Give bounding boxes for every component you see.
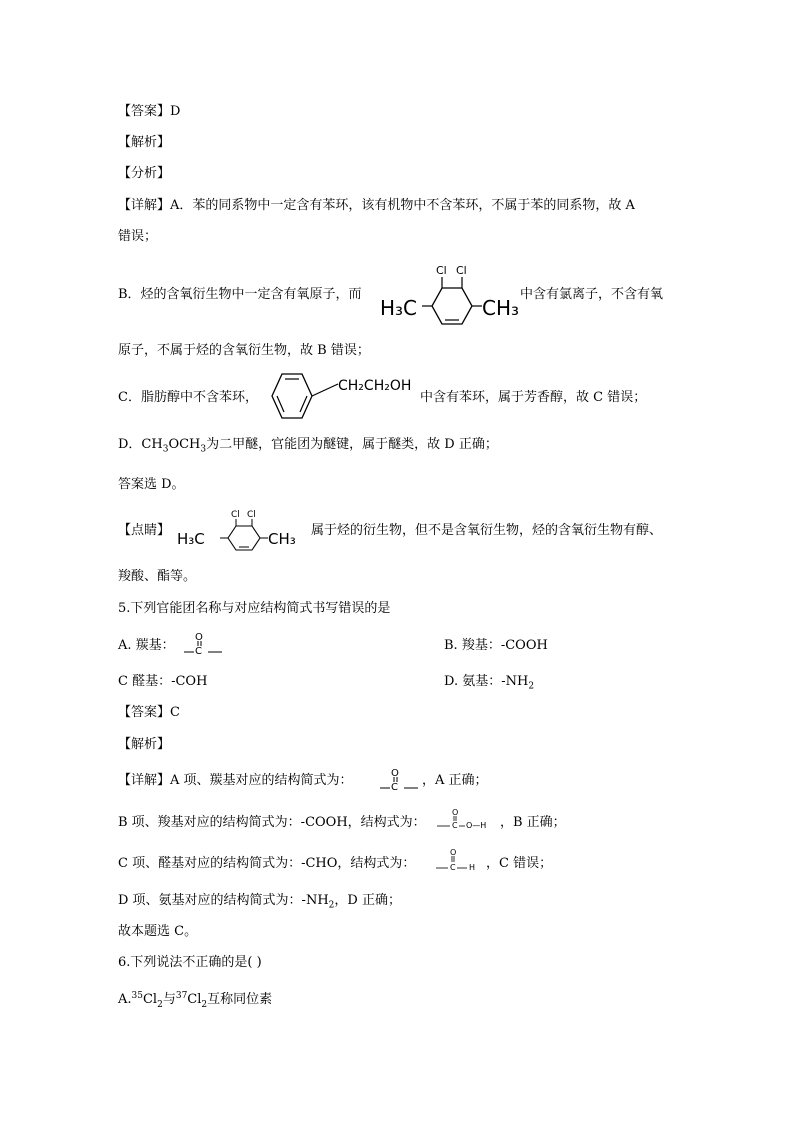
q5-detail-a-pre: 【详解】A 项、羰基对应的结构简式为： — [118, 773, 353, 788]
q6-a-cl2: Cl — [187, 992, 202, 1008]
detail-b-post: 中含有氯离子，不含有氧 — [520, 287, 664, 302]
dianjing-line-2: 羧酸、酯等。 — [118, 569, 197, 584]
cl-label-1: Cl — [436, 264, 447, 277]
detail-b-pre: B．烃的含氧衍生物中一定含有氧原子，而 — [118, 287, 362, 302]
q5-detail-d-sub: 2 — [328, 900, 335, 911]
q5-final: 故本题选 C。 — [118, 924, 198, 939]
q6-a-mid: 与 — [162, 992, 176, 1008]
q6-a-pre: A. — [118, 992, 132, 1008]
carboxyl-o: O — [452, 808, 459, 817]
dichloro-xylene-structure-small — [176, 508, 312, 552]
detail-a-line-2: 错误； — [118, 229, 158, 244]
dianjing-pre: 【点睛】 — [118, 523, 171, 538]
final-answer-q4: 答案选 D。 — [118, 477, 185, 492]
h3c-label: H₃C — [380, 296, 418, 320]
detail-d-sub2: 3 — [200, 444, 207, 455]
phenylethanol-structure — [268, 368, 420, 426]
ch3-label: CH₃ — [482, 296, 520, 320]
q5-detail-c-post: ，C 错误； — [486, 856, 553, 871]
q5-stem: 5.下列官能团名称与对应结构简式书写错误的是 — [118, 601, 391, 616]
q5-detail-d-pre: D 项、氨基对应的结构简式为：-NH — [118, 893, 329, 908]
q5-detail-d — [118, 892, 401, 915]
carbonyl-structure-2 — [378, 766, 422, 792]
analysis-label: 【解析】 — [118, 135, 171, 150]
aldehyde-c: C — [450, 863, 456, 872]
detail-b-line-2: 原子，不属于烃的含氧衍生物，故 B 错误； — [118, 343, 370, 358]
carbonyl-o: O — [195, 632, 203, 643]
ch3-small: CH₃ — [268, 530, 296, 548]
detail-c-post: 中含有苯环，属于芳香醇，故 C 错误； — [420, 390, 647, 405]
dichloro-xylene-structure — [378, 262, 520, 334]
q5-option-c: C 醛基：-COH — [118, 674, 208, 689]
aldehyde-h: H — [469, 863, 476, 872]
q5-detail-d-post: ，D 正确； — [334, 893, 401, 908]
q5-option-d-sub: 2 — [528, 681, 535, 692]
q6-a-sub1: 2 — [157, 999, 163, 1010]
carbonyl2-c: C — [391, 782, 398, 792]
q6-a-sub2: 2 — [201, 999, 208, 1010]
chain-label: CH₂CH₂OH — [338, 378, 412, 394]
detail-d-post: 为二甲醚，官能团为醚键，属于醚类，故 D 正确； — [206, 437, 498, 452]
h3c-small: H₃C — [177, 530, 205, 548]
q5-detail-c-pre: C 项、醛基对应的结构简式为：-CHO，结构式为： — [118, 856, 416, 871]
q6-stem: 6.下列说法不正确的是( ) — [118, 955, 262, 970]
q5-option-b: B. 羧基：-COOH — [444, 638, 548, 653]
q5-answer: 【答案】C — [118, 705, 180, 720]
detail-a-line: 【详解】A．苯的同系物中一定含有苯环，该有机物中不含苯环，不属于苯的同系物，故 A — [118, 198, 635, 213]
cl-small-1: Cl — [231, 510, 240, 520]
q6-a-cl1: Cl — [142, 992, 158, 1008]
q5-detail-a-post: ，A 正确； — [422, 773, 488, 788]
carboxyl-oh: O—H — [466, 821, 487, 830]
aldehyde-structure — [435, 846, 483, 874]
cl-small-2: Cl — [247, 510, 256, 520]
carbonyl-c: C — [195, 646, 202, 656]
detail-b-line — [118, 286, 362, 304]
q5-option-a — [118, 637, 175, 655]
detail-d-sub1: 3 — [162, 444, 169, 455]
carboxyl-c: C — [452, 821, 458, 830]
answer-label: 【答案】D — [118, 104, 181, 119]
q5-option-d-pre: D. 氨基：-NH — [444, 674, 529, 689]
q5-analysis: 【解析】 — [118, 737, 171, 752]
q5-detail-b-pre: B 项、羧基对应的结构简式为：-COOH，结构式为： — [118, 815, 426, 830]
q6-option-a — [118, 987, 272, 1014]
carboxyl-structure — [435, 806, 495, 832]
q6-a-sup1: 35 — [131, 991, 143, 1001]
fenxi-label: 【分析】 — [118, 166, 171, 181]
detail-d-pre: D．CH — [118, 437, 163, 452]
cl-label-2: Cl — [456, 264, 467, 277]
q6-a-sup2: 37 — [175, 991, 188, 1001]
dianjing-post: 属于烃的衍生物，但不是含氧衍生物，烃的含氧衍生物有醇、 — [311, 523, 663, 538]
detail-c-pre: C．脂肪醇中不含苯环， — [118, 390, 258, 405]
q5-detail-b-post: ，B 正确； — [500, 815, 566, 830]
q5-option-a-label: A. 羰基： — [118, 638, 175, 653]
aldehyde-o: O — [450, 848, 457, 857]
detail-d-line — [118, 436, 498, 459]
detail-d-mid: OCH — [168, 437, 201, 452]
carbonyl2-o: O — [391, 768, 399, 779]
q6-a-post: 互称同位素 — [207, 992, 273, 1008]
q5-option-d — [444, 673, 534, 696]
carbonyl-structure — [182, 630, 226, 656]
